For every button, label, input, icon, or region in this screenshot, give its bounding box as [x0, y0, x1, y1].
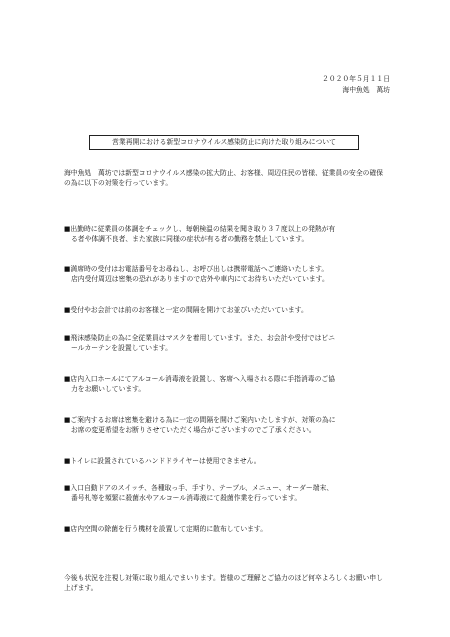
measure-line: ■店内空間の除菌を行う機材を設置して定期的に散布しています。 [64, 525, 267, 533]
measure-line-continued: お席の変更希望をお断りさせていただく場合がございますのでご了承ください。 [71, 426, 316, 435]
measure-line: ■入口自動ドアのスイッチ、各種取っ手、手すり、テーブル、メニュー、オーダー端末、 [64, 484, 334, 492]
measure-line-continued: る者や体調不良者、また家族に同様の症状が有る者の勤務を禁止しています。 [71, 235, 309, 244]
measure-line-continued: 力をお願いしています。 [71, 385, 146, 394]
measure-item [64, 264, 394, 284]
measure-line-continued: 番号札等を頻繁に殺菌水やアルコール消毒液にて殺菌作業を行っています。 [71, 494, 302, 503]
intro-paragraph: 海中魚処 萬坊では新型コロナウイルス感染の拡大防止、お客様、周辺住民の皆様、従業員の安全の確保の為に以下の対策を行っています。 [64, 169, 384, 188]
measure-item [64, 374, 394, 394]
measure-line: ■ご案内するお席は密集を避ける為に一定の間隔を開けご案内いたしますが、対策の為に [64, 416, 336, 424]
measure-item [64, 415, 394, 435]
measure-item [64, 224, 394, 244]
measure-line: ■飛沫感染防止の為に全従業員はマスクを着用しています。また、お会計や受付ではビニ [64, 334, 335, 342]
notice-title: 営業再開における新型コロナウイルス感染防止に向けた取り組みについて [89, 135, 359, 150]
measure-line: ■出勤時に従業員の体調をチェックし、毎朝検温の結果を聞き取り３７度以上の発熱が有 [64, 225, 336, 233]
measure-item [64, 456, 394, 466]
measure-item [64, 333, 394, 353]
measure-line-continued: 店内受付周辺は密集の恐れがありますので店外や車内にてお待ちいただいています。 [71, 275, 329, 284]
measure-item [64, 524, 394, 534]
measure-line: ■満席時の受付はお電話番号をお尋ねし、お呼び出しは携帯電話へご連絡いたします。 [64, 265, 329, 273]
measure-line: ■店内入口ホールにてアルコール消毒液を設置し、客席へ入場される際に手指消毒のご協 [64, 375, 335, 383]
measure-line: ■受付やお会計では前のお客様と一定の間隔を開けてお並びいただいています。 [64, 306, 308, 314]
company-name: 海中魚処 萬坊 [342, 85, 390, 94]
measure-item [64, 305, 394, 315]
measure-item [64, 483, 394, 503]
date-block [322, 74, 390, 96]
notice-date: ２０２０年５月１１日 [322, 75, 390, 83]
measure-line-continued: ールカーテンを設置しています。 [71, 344, 172, 353]
closing-paragraph: 今後も状況を注視し対策に取り組んでまいります。皆様のご理解とご協力のほど何卒よろしくお願い申し上げます。 [64, 574, 383, 593]
measure-line: ■トイレに設置されているハンドドライヤーは使用できません。 [64, 457, 261, 465]
